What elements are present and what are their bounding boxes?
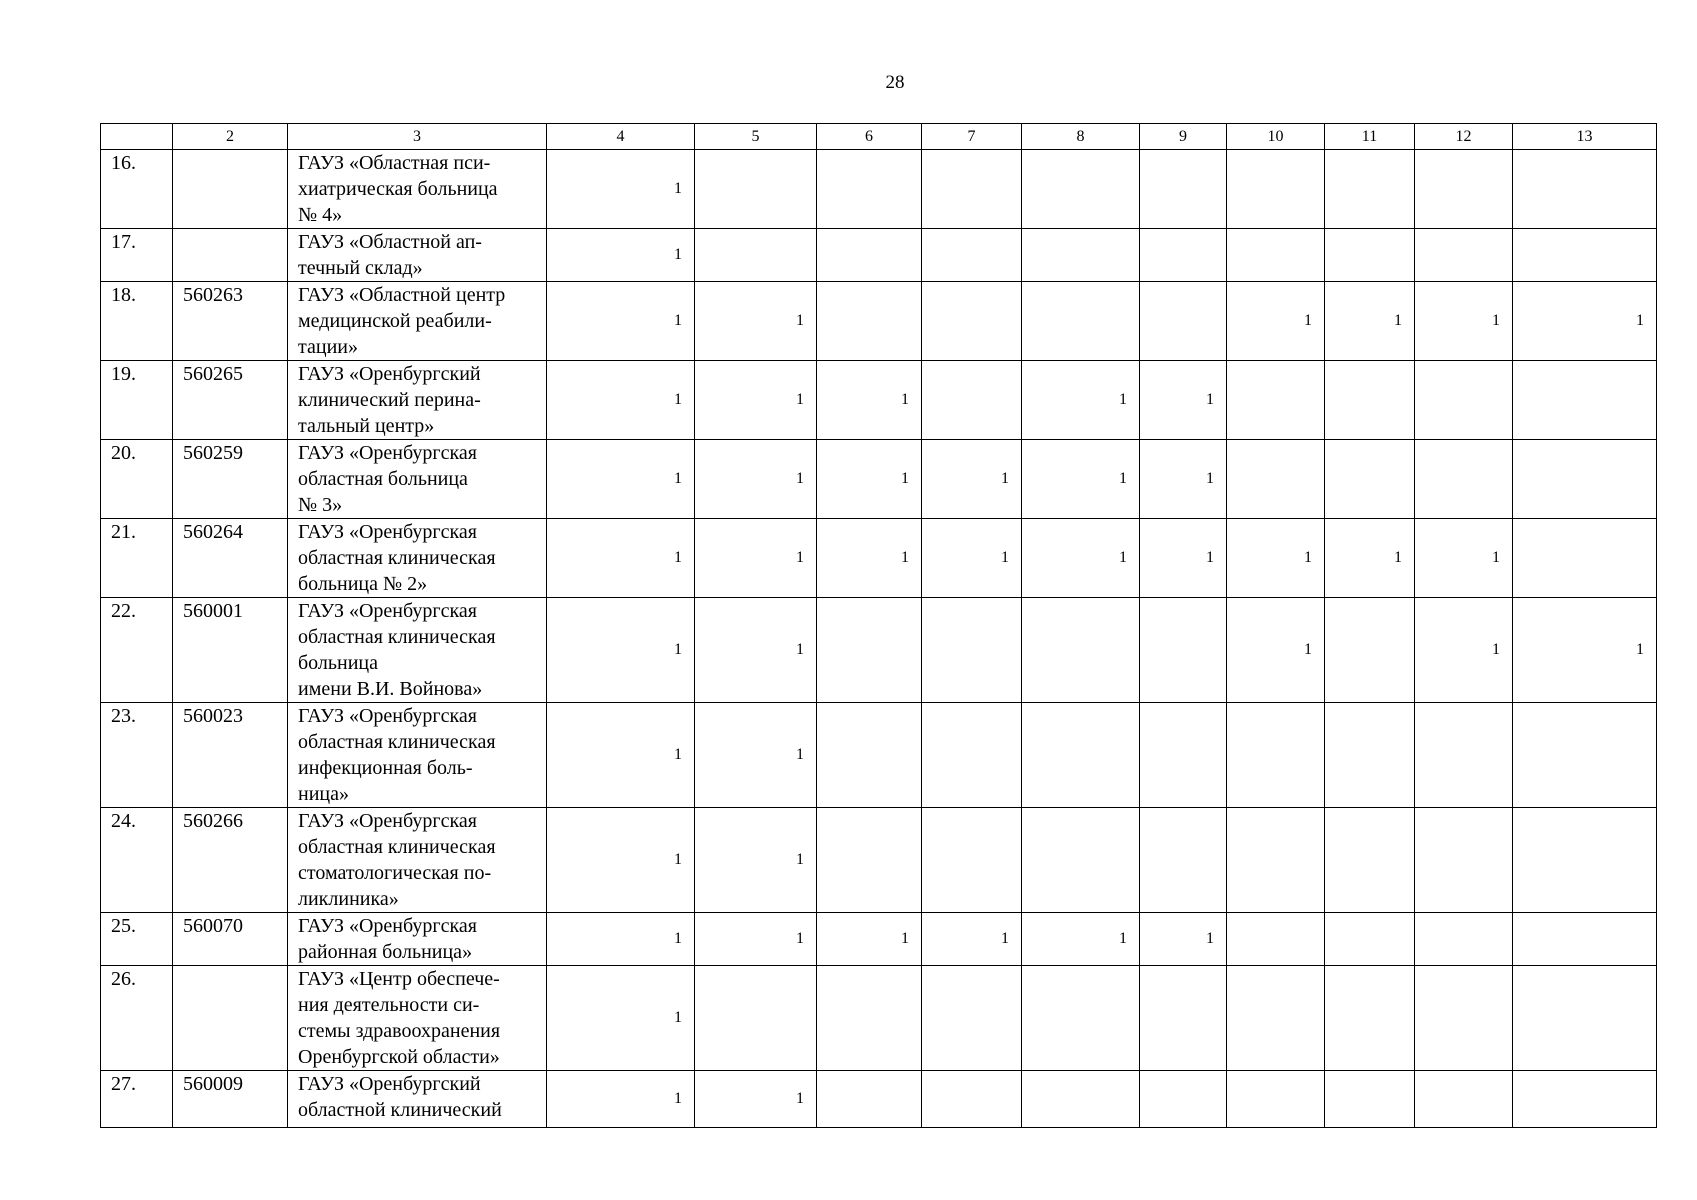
organization-name-cell: ГАУЗ «Областной центр медицинской реабили- тации»	[288, 282, 547, 361]
value-cell	[1022, 150, 1140, 229]
value-cell: 1	[1022, 440, 1140, 519]
value-cell	[1140, 598, 1227, 703]
value-cell	[1140, 282, 1227, 361]
value-cell	[817, 282, 922, 361]
code-cell: 560266	[173, 808, 288, 913]
row-number-cell: 17.	[101, 229, 173, 282]
value-cell	[1415, 150, 1513, 229]
value-cell	[1325, 913, 1415, 966]
organization-name-cell: ГАУЗ «Оренбургская областная клиническая стоматологическая по- ликлиника»	[288, 808, 547, 913]
value-cell: 1	[1140, 440, 1227, 519]
value-cell	[1513, 519, 1657, 598]
value-cell	[1415, 966, 1513, 1071]
value-cell	[1325, 440, 1415, 519]
column-header: 11	[1325, 124, 1415, 150]
code-cell	[173, 150, 288, 229]
value-cell: 1	[695, 808, 817, 913]
value-cell: 1	[695, 703, 817, 808]
value-cell	[1513, 913, 1657, 966]
value-cell	[922, 229, 1022, 282]
organization-name-cell: ГАУЗ «Областной ап- течный склад»	[288, 229, 547, 282]
table-header	[101, 124, 1657, 150]
value-cell: 1	[1415, 282, 1513, 361]
value-cell	[1513, 150, 1657, 229]
organization-name-cell: ГАУЗ «Оренбургская районная больница»	[288, 913, 547, 966]
value-cell: 1	[922, 913, 1022, 966]
value-cell: 1	[547, 361, 695, 440]
value-cell	[1415, 808, 1513, 913]
row-number-cell: 27.	[101, 1071, 173, 1128]
value-cell: 1	[1415, 598, 1513, 703]
value-cell	[817, 1071, 922, 1128]
organization-name-cell: ГАУЗ «Центр обеспече- ния деятельности си- стемы здравоохранения Оренбургской области»	[288, 966, 547, 1071]
organization-name-cell: ГАУЗ «Оренбургская областная клиническая больница № 2»	[288, 519, 547, 598]
value-cell	[1227, 361, 1325, 440]
value-cell	[817, 966, 922, 1071]
value-cell	[695, 229, 817, 282]
value-cell: 1	[547, 913, 695, 966]
value-cell: 1	[695, 361, 817, 440]
column-header: 9	[1140, 124, 1227, 150]
column-header: 4	[547, 124, 695, 150]
row-number-cell: 18.	[101, 282, 173, 361]
value-cell	[1325, 808, 1415, 913]
column-header: 3	[288, 124, 547, 150]
value-cell: 1	[1022, 519, 1140, 598]
value-cell: 1	[1022, 913, 1140, 966]
value-cell: 1	[547, 703, 695, 808]
value-cell	[1227, 150, 1325, 229]
value-cell	[817, 703, 922, 808]
value-cell: 1	[547, 150, 695, 229]
column-header: 6	[817, 124, 922, 150]
table-row	[101, 282, 1657, 361]
code-cell: 560070	[173, 913, 288, 966]
value-cell	[1227, 229, 1325, 282]
value-cell	[1227, 913, 1325, 966]
column-header	[101, 124, 173, 150]
value-cell: 1	[695, 598, 817, 703]
table-row	[101, 598, 1657, 703]
value-cell	[1415, 361, 1513, 440]
value-cell	[1415, 913, 1513, 966]
table-row	[101, 361, 1657, 440]
value-cell	[695, 150, 817, 229]
value-cell	[1513, 361, 1657, 440]
column-header: 12	[1415, 124, 1513, 150]
value-cell: 1	[1140, 519, 1227, 598]
value-cell: 1	[1227, 282, 1325, 361]
code-cell: 560265	[173, 361, 288, 440]
value-cell	[1415, 1071, 1513, 1128]
value-cell	[1227, 440, 1325, 519]
value-cell	[1140, 1071, 1227, 1128]
value-cell	[817, 598, 922, 703]
value-cell: 1	[695, 1071, 817, 1128]
value-cell: 1	[922, 519, 1022, 598]
value-cell	[1022, 1071, 1140, 1128]
value-cell	[817, 229, 922, 282]
value-cell: 1	[547, 229, 695, 282]
column-header: 10	[1227, 124, 1325, 150]
row-number-cell: 23.	[101, 703, 173, 808]
table-row	[101, 913, 1657, 966]
organization-name-cell: ГАУЗ «Оренбургский клинический перина- тальный центр»	[288, 361, 547, 440]
table-row	[101, 229, 1657, 282]
value-cell	[1513, 440, 1657, 519]
table-row	[101, 1071, 1657, 1128]
row-number-cell: 22.	[101, 598, 173, 703]
row-number-cell: 21.	[101, 519, 173, 598]
value-cell	[1513, 229, 1657, 282]
value-cell	[695, 966, 817, 1071]
value-cell	[922, 1071, 1022, 1128]
header-row	[101, 124, 1657, 150]
value-cell	[1227, 808, 1325, 913]
value-cell: 1	[547, 808, 695, 913]
value-cell	[1513, 1071, 1657, 1128]
column-header: 2	[173, 124, 288, 150]
row-number-cell: 16.	[101, 150, 173, 229]
value-cell	[1415, 703, 1513, 808]
value-cell	[1227, 703, 1325, 808]
code-cell	[173, 966, 288, 1071]
value-cell	[1140, 966, 1227, 1071]
value-cell	[1022, 229, 1140, 282]
table-body	[101, 150, 1657, 1128]
value-cell	[922, 703, 1022, 808]
value-cell	[1325, 229, 1415, 282]
organization-name-cell: ГАУЗ «Оренбургская областная клиническая инфекционная боль- ница»	[288, 703, 547, 808]
value-cell	[1227, 966, 1325, 1071]
value-cell: 1	[922, 440, 1022, 519]
page-number: 28	[885, 72, 905, 93]
organization-name-cell: ГАУЗ «Оренбургская областная клиническая больница имени В.И. Войнова»	[288, 598, 547, 703]
data-table	[100, 123, 1657, 1128]
value-cell: 1	[1415, 519, 1513, 598]
value-cell: 1	[1513, 598, 1657, 703]
value-cell: 1	[1140, 361, 1227, 440]
value-cell: 1	[547, 1071, 695, 1128]
value-cell	[817, 808, 922, 913]
value-cell: 1	[695, 913, 817, 966]
value-cell: 1	[1140, 913, 1227, 966]
column-header: 5	[695, 124, 817, 150]
table-row	[101, 440, 1657, 519]
value-cell: 1	[817, 913, 922, 966]
value-cell	[922, 282, 1022, 361]
code-cell: 560009	[173, 1071, 288, 1128]
value-cell: 1	[547, 519, 695, 598]
value-cell	[922, 150, 1022, 229]
table-row	[101, 808, 1657, 913]
column-header: 13	[1513, 124, 1657, 150]
value-cell	[1513, 808, 1657, 913]
value-cell: 1	[817, 519, 922, 598]
table-row	[101, 703, 1657, 808]
value-cell	[1140, 808, 1227, 913]
code-cell: 560264	[173, 519, 288, 598]
row-number-cell: 20.	[101, 440, 173, 519]
value-cell	[1227, 1071, 1325, 1128]
value-cell	[1140, 150, 1227, 229]
column-header: 7	[922, 124, 1022, 150]
column-header: 8	[1022, 124, 1140, 150]
value-cell	[817, 150, 922, 229]
row-number-cell: 19.	[101, 361, 173, 440]
value-cell: 1	[547, 966, 695, 1071]
value-cell	[922, 966, 1022, 1071]
value-cell	[1325, 703, 1415, 808]
value-cell: 1	[1513, 282, 1657, 361]
value-cell	[1415, 229, 1513, 282]
value-cell: 1	[547, 598, 695, 703]
value-cell	[1022, 703, 1140, 808]
value-cell: 1	[1227, 598, 1325, 703]
table-row	[101, 966, 1657, 1071]
value-cell	[1415, 440, 1513, 519]
value-cell: 1	[547, 440, 695, 519]
value-cell: 1	[695, 282, 817, 361]
code-cell: 560023	[173, 703, 288, 808]
value-cell	[1022, 808, 1140, 913]
code-cell: 560001	[173, 598, 288, 703]
value-cell	[922, 808, 1022, 913]
value-cell: 1	[695, 519, 817, 598]
value-cell: 1	[1325, 519, 1415, 598]
value-cell	[1140, 703, 1227, 808]
organization-name-cell: ГАУЗ «Оренбургский областной клинический	[288, 1071, 547, 1128]
value-cell	[1513, 703, 1657, 808]
code-cell: 560259	[173, 440, 288, 519]
value-cell: 1	[1022, 361, 1140, 440]
value-cell: 1	[817, 361, 922, 440]
value-cell	[922, 598, 1022, 703]
organization-name-cell: ГАУЗ «Оренбургская областная больница № 3»	[288, 440, 547, 519]
code-cell	[173, 229, 288, 282]
row-number-cell: 26.	[101, 966, 173, 1071]
table-row	[101, 150, 1657, 229]
value-cell	[1325, 150, 1415, 229]
value-cell	[1325, 598, 1415, 703]
value-cell	[922, 361, 1022, 440]
row-number-cell: 25.	[101, 913, 173, 966]
code-cell: 560263	[173, 282, 288, 361]
value-cell	[1022, 966, 1140, 1071]
value-cell: 1	[695, 440, 817, 519]
row-number-cell: 24.	[101, 808, 173, 913]
table-row	[101, 519, 1657, 598]
organization-name-cell: ГАУЗ «Областная пси- хиатрическая больница № 4»	[288, 150, 547, 229]
value-cell	[1140, 229, 1227, 282]
value-cell	[1513, 966, 1657, 1071]
value-cell	[1022, 282, 1140, 361]
value-cell: 1	[817, 440, 922, 519]
value-cell	[1325, 361, 1415, 440]
value-cell	[1022, 598, 1140, 703]
value-cell: 1	[1325, 282, 1415, 361]
value-cell: 1	[547, 282, 695, 361]
value-cell	[1325, 1071, 1415, 1128]
value-cell	[1325, 966, 1415, 1071]
value-cell: 1	[1227, 519, 1325, 598]
